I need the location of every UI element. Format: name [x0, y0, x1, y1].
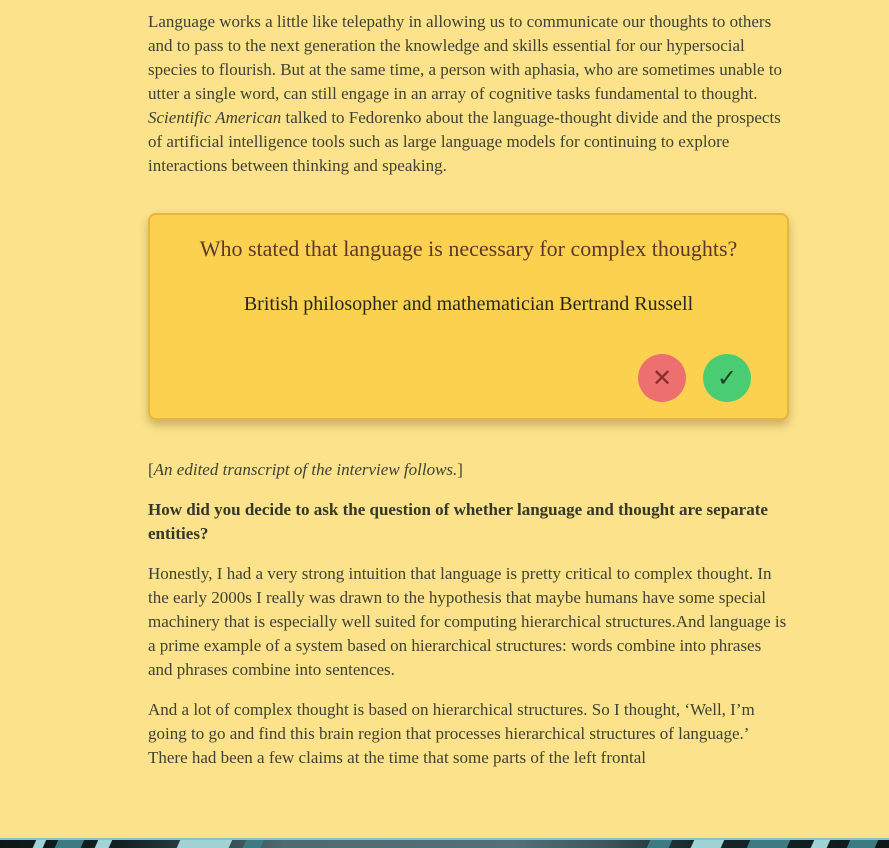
- intro-text-after: talked to Fedorenko about the language-thought divide and the prospects of artificial intelligence tools such as large language models for continuing to explore interactions between thinking and speaking.: [148, 108, 781, 175]
- transcript-note-close-bracket: ]: [457, 460, 463, 479]
- mark-correct-button[interactable]: [703, 354, 751, 402]
- artwork-shape: [810, 840, 830, 848]
- artwork-shape: [646, 840, 672, 848]
- flashcard-answer: British philosopher and mathematician Bertrand Russell: [243, 293, 694, 315]
- answer-paragraph-2: And a lot of complex thought is based on hierarchical structures. So I thought, ‘Well, I’m going to go and find this brain region that processes hierarchical structures of language.’ There had been a few claims at the time that some parts of the left frontal: [148, 700, 755, 767]
- x-icon: ✕: [651, 364, 673, 392]
- artwork-shape: [690, 840, 724, 848]
- article-body: [148, 0, 789, 786]
- transcript-note: [148, 458, 789, 482]
- bottom-artwork-strip: [0, 838, 889, 848]
- transcript-note-text: An edited transcript of the interview follows.: [153, 460, 458, 479]
- check-icon: ✓: [716, 364, 738, 392]
- mark-wrong-button[interactable]: [638, 354, 686, 402]
- transcript-note-open-bracket: [: [148, 460, 154, 479]
- answer-paragraph-1: Honestly, I had a very strong intuition that language is pretty critical to complex thought. In the early 2000s I really was drawn to the hypothesis that maybe humans have some special machinery that is especially well suited for computing hierarchical structures.And language is a prime example of a system based on hierarchical structures: words combine into phrases and phrases combine into sentences.: [148, 564, 787, 679]
- publication-name: Scientific American: [148, 108, 282, 127]
- flashcard-button-row: [170, 354, 767, 402]
- artwork-shape: [32, 840, 46, 848]
- flashcard: [148, 213, 789, 420]
- intro-paragraph: [148, 10, 789, 178]
- interview-question-heading: How did you decide to ask the question of whether language and thought are separate entities?: [148, 500, 768, 543]
- artwork-shape: [176, 840, 232, 848]
- artwork-shape: [746, 840, 790, 848]
- artwork-shape: [242, 840, 264, 848]
- artwork-shape: [846, 840, 878, 848]
- flashcard-question: Who stated that language is necessary for complex thoughts?: [199, 236, 738, 261]
- intro-text-before: Language works a little like telepathy in allowing us to communicate our thoughts to others and to pass to the next generation the knowledge and skills essential for our hypersocial species to flourish. But at the same time, a person with aphasia, who are sometimes unable to utter a single word, can still engage in an array of cognitive tasks fundamental to thought.: [148, 12, 783, 103]
- artwork-shape: [54, 840, 84, 848]
- artwork-shape: [94, 840, 112, 848]
